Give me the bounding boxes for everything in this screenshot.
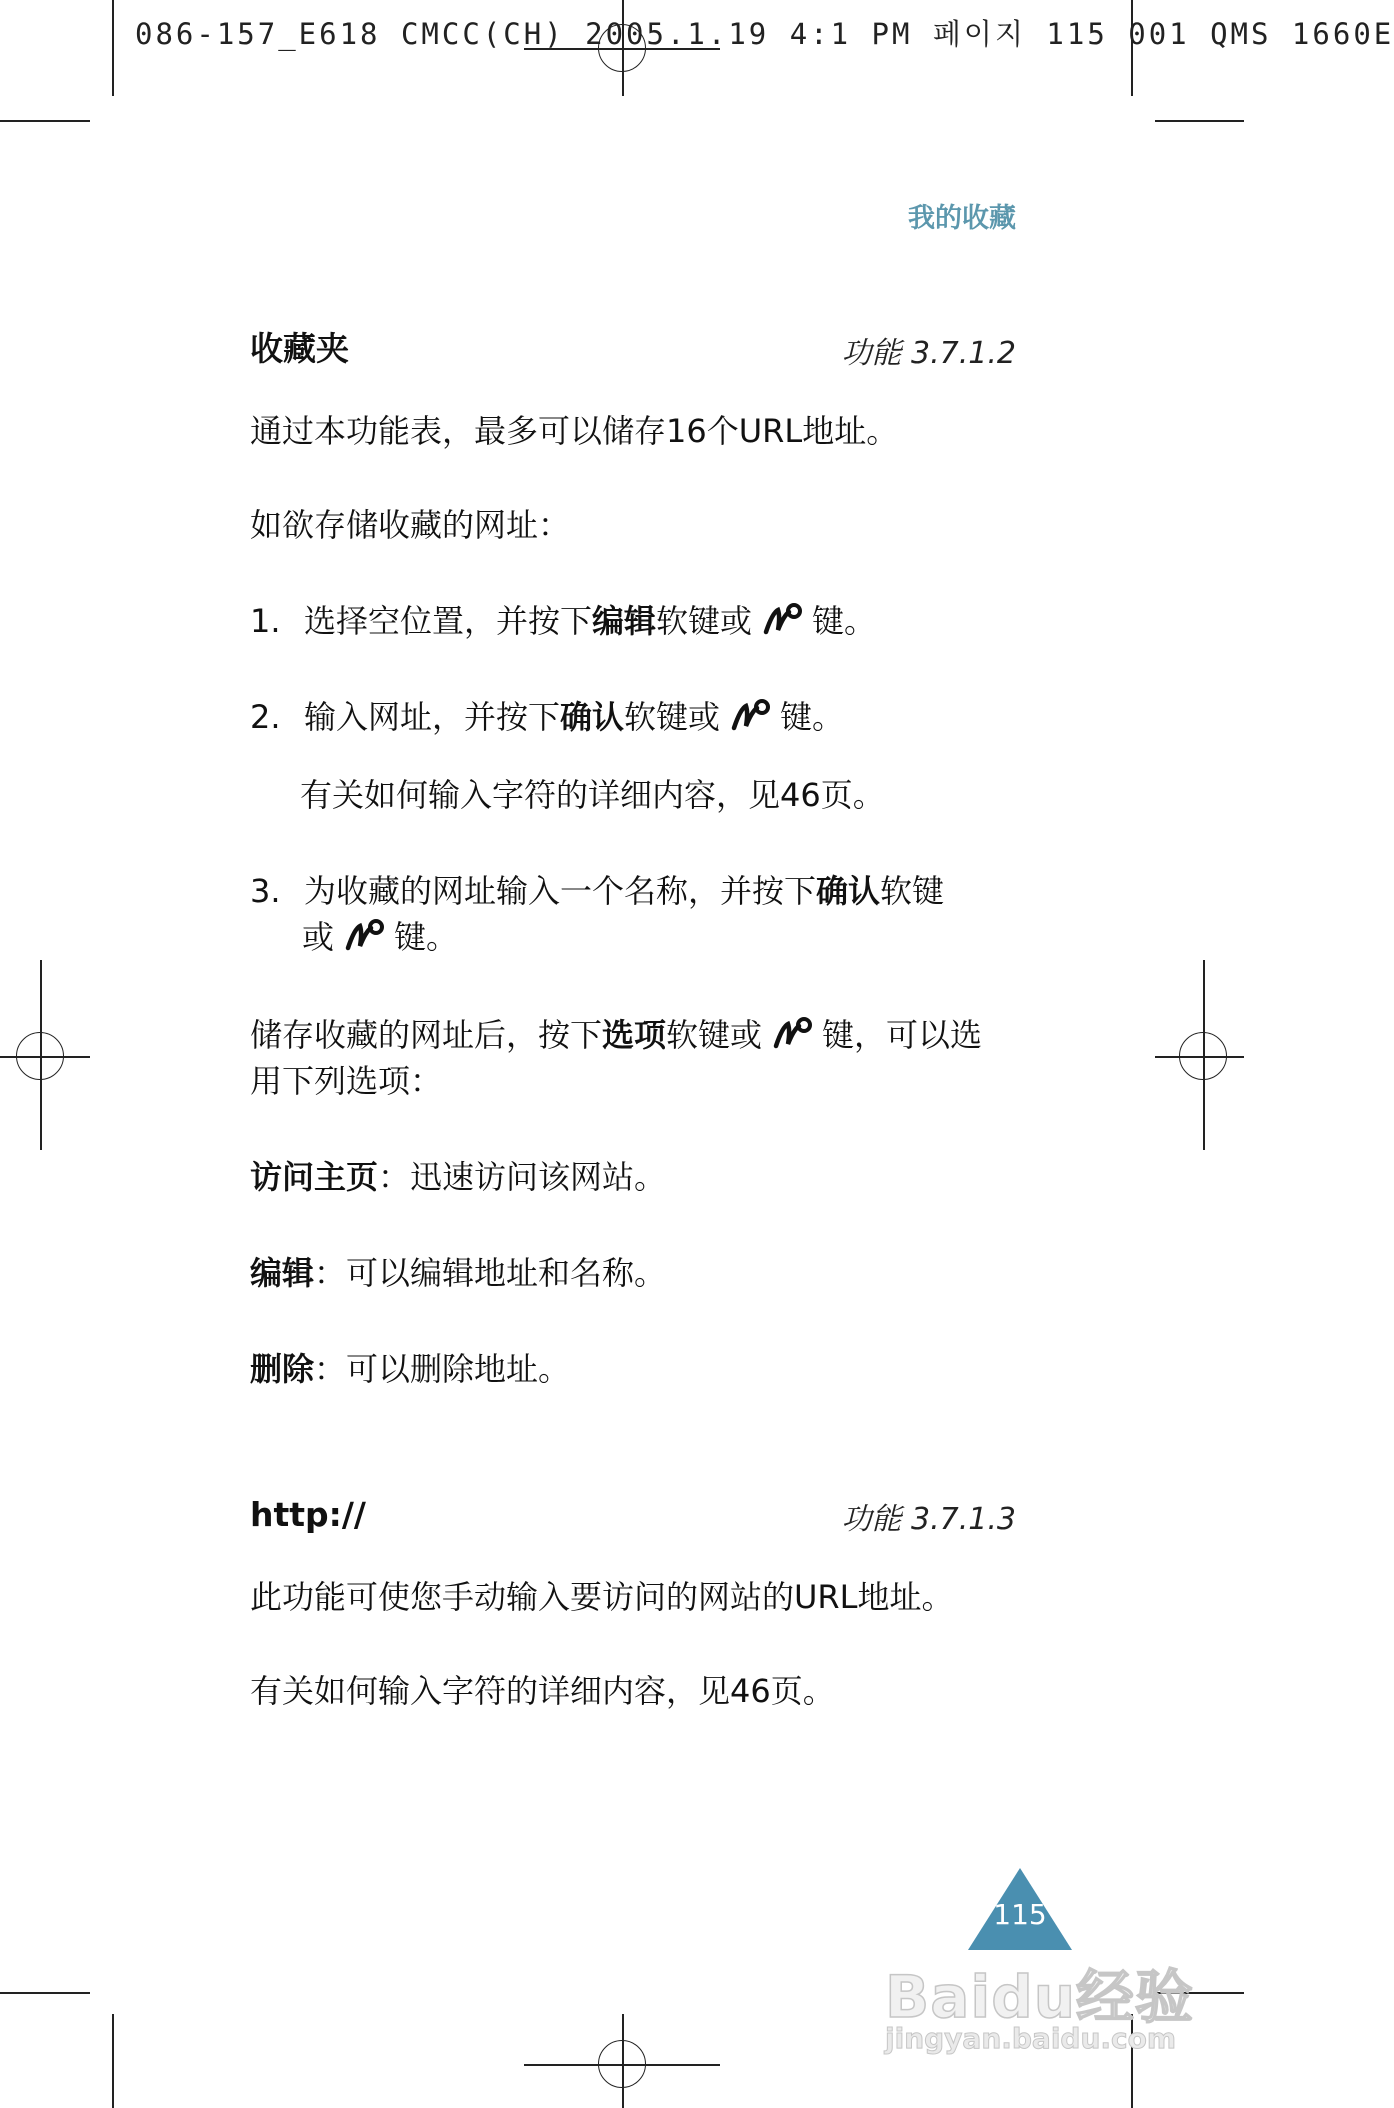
section-title-http: http:// — [250, 1495, 366, 1534]
option-desc: ：迅速访问该网站。 — [378, 1158, 667, 1196]
softkey-label: 选项 — [602, 1016, 667, 1054]
step-text: 或 — [302, 918, 335, 956]
watermark-url: jingyan.baidu.com — [885, 2022, 1177, 2055]
step-text: 为收藏的网址输入一个名称，并按下 — [304, 872, 817, 910]
step-2 — [250, 694, 1010, 740]
intro-paragraph: 通过本功能表，最多可以储存16个URL地址。 — [250, 412, 899, 450]
paragraph-text: 键，可以选 — [822, 1016, 983, 1054]
step-text: 软键或 — [624, 698, 721, 736]
page-number: 115 — [993, 1898, 1047, 1931]
option-item — [250, 1154, 1010, 1200]
option-item — [250, 1346, 1010, 1392]
http-paragraph-1: 此功能可使您手动输入要访问的网站的URL地址。 — [250, 1578, 954, 1616]
wap-key-icon — [346, 918, 384, 952]
step-2-note: 有关如何输入字符的详细内容，见46页。 — [300, 776, 885, 814]
wap-key-icon — [774, 1016, 812, 1050]
step-text: 选择空位置，并按下 — [304, 602, 593, 640]
step-3 — [250, 868, 1010, 914]
option-label: 编辑 — [250, 1254, 315, 1292]
step-number: 1. — [250, 602, 281, 640]
step-text: 键。 — [780, 698, 845, 736]
step-text: 软键 — [880, 872, 945, 910]
softkey-label: 编辑 — [592, 602, 657, 640]
after-paragraph-line-2: 用下列选项： — [250, 1062, 443, 1100]
paragraph-text: 软键或 — [666, 1016, 763, 1054]
option-item — [250, 1250, 1010, 1296]
softkey-label: 确认 — [560, 698, 625, 736]
step-text: 输入网址，并按下 — [304, 698, 561, 736]
watermark-logo: Baidu经验 — [885, 1963, 1195, 2031]
function-code-http: 功能 3.7.1.3 — [841, 1502, 1016, 1537]
step-number: 2. — [250, 698, 281, 736]
running-head: 我的收藏 — [908, 203, 1016, 234]
option-label: 删除 — [250, 1350, 315, 1388]
step-1 — [250, 598, 1010, 644]
step-text: 软键或 — [656, 602, 753, 640]
step-3-line-2 — [302, 914, 1062, 960]
http-paragraph-2: 有关如何输入字符的详细内容，见46页。 — [250, 1672, 835, 1710]
softkey-label: 确认 — [816, 872, 881, 910]
printer-slug: 086-157_E618 CMCC(CH) 2005.1.19 4:1 PM 페이지 115 001 QMS 1660E — [135, 17, 1394, 51]
lead-paragraph: 如欲存储收藏的网址： — [250, 506, 571, 544]
option-desc: ：可以删除地址。 — [314, 1350, 571, 1388]
function-code-favorites: 功能 3.7.1.2 — [841, 336, 1016, 371]
step-text: 键。 — [812, 602, 877, 640]
wap-key-icon — [764, 602, 802, 636]
option-label: 访问主页 — [250, 1158, 379, 1196]
step-text: 键。 — [394, 918, 459, 956]
paragraph-text: 储存收藏的网址后，按下 — [250, 1016, 603, 1054]
section-title-favorites: 收藏夹 — [250, 329, 349, 368]
wap-key-icon — [732, 698, 770, 732]
after-paragraph — [250, 1012, 1010, 1058]
step-number: 3. — [250, 872, 281, 910]
option-desc: ：可以编辑地址和名称。 — [314, 1254, 667, 1292]
